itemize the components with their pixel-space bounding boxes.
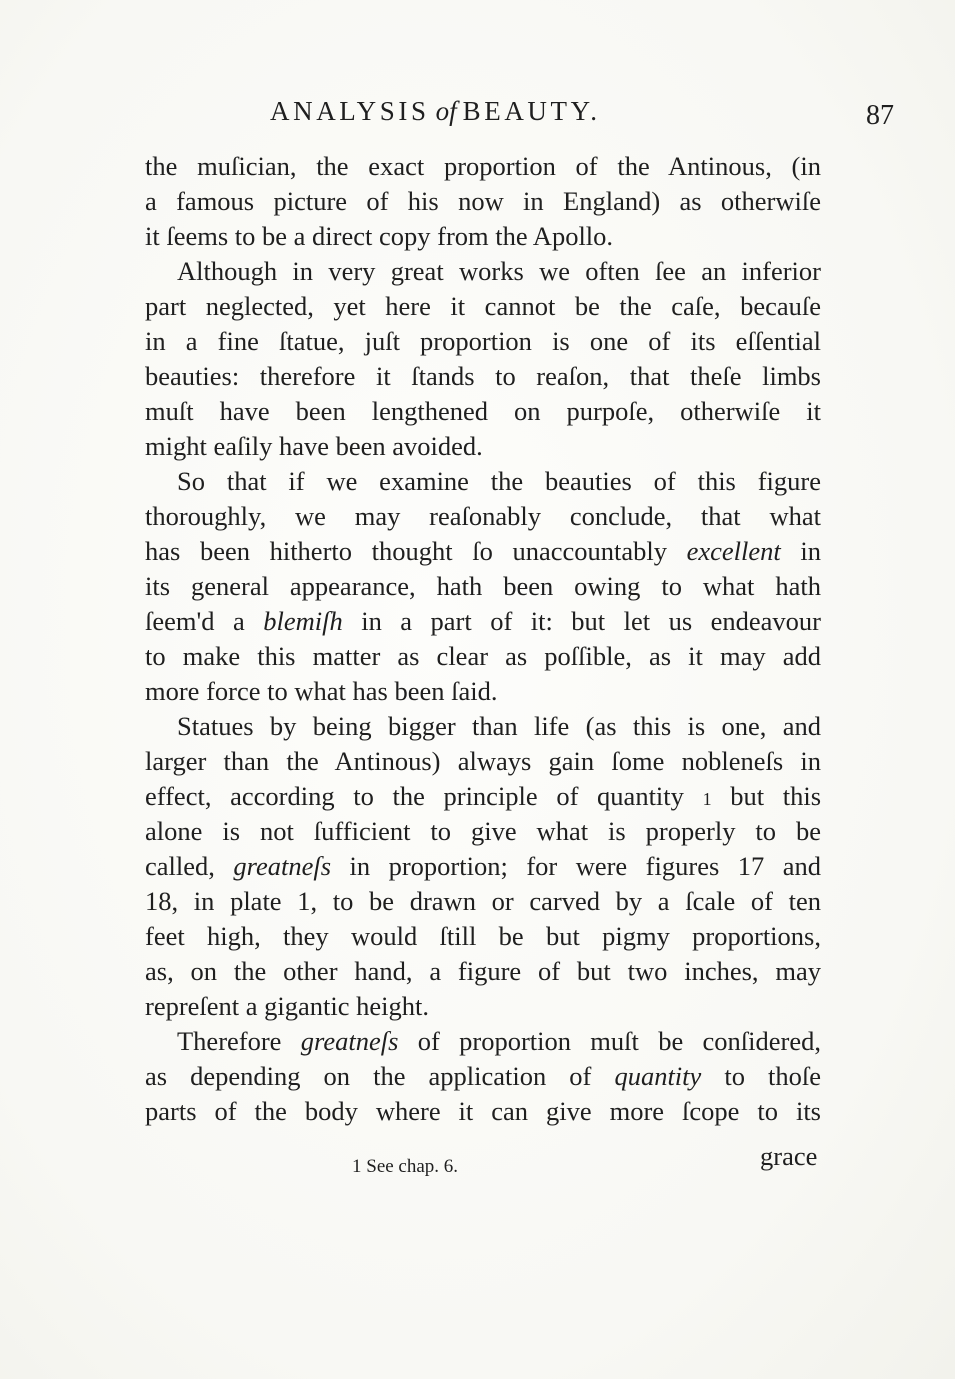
text-line: might eaſily have been avoided.	[145, 431, 483, 461]
text-line: 18, in plate 1, to be drawn or carved by a ſcale of ten	[145, 886, 821, 916]
text-line: as depending on the application of quantity to thoſe	[145, 1061, 821, 1091]
text-line: parts of the body where it can give more ſcope to its	[145, 1096, 821, 1126]
text-line: in a fine ſtatue, juſt proportion is one of its eſſential	[145, 326, 821, 356]
text-line: to make this matter as clear as poſſible, as it may add	[145, 641, 821, 671]
text-line: more force to what has been ſaid.	[145, 676, 498, 706]
italic-word: blemiſh	[263, 606, 343, 636]
paragraph-first-line: So that if we examine the beauties of this figure	[177, 466, 821, 496]
italic-word: greatneſs	[233, 851, 332, 881]
body-text	[145, 149, 821, 1129]
catchword: grace	[760, 1141, 818, 1171]
text-line: part neglected, yet here it cannot be the caſe, becauſe	[145, 291, 821, 321]
text-line: feet high, they would ſtill be but pigmy proportions,	[145, 921, 821, 951]
paragraph-first-line: Therefore greatneſs of proportion muſt be conſidered,	[177, 1026, 821, 1056]
paragraph-first-line: Statues by being bigger than life (as this is one, and	[177, 711, 821, 741]
running-head	[270, 96, 601, 127]
text-line: the muſician, the exact proportion of the Antinous, (in	[145, 151, 821, 181]
text-line: as, on the other hand, a figure of but two inches, may	[145, 956, 821, 986]
text-line: thoroughly, we may reaſonably conclude, that what	[145, 501, 821, 531]
italic-word: excellent	[686, 536, 781, 566]
text-line: alone is not ſufficient to give what is properly to be	[145, 816, 821, 846]
text-line: a famous picture of his now in England) as otherwiſe	[145, 186, 821, 216]
text-line: muſt have been lengthened on purpoſe, otherwiſe it	[145, 396, 821, 426]
text-line: effect, according to the principle of quantity 1 but this	[145, 781, 822, 811]
text-line: called, greatneſs in proportion; for were figures 17 and	[145, 851, 821, 881]
italic-word: greatneſs	[300, 1026, 399, 1056]
running-head-analysis: ANALYSIS	[270, 96, 430, 126]
running-head-of: of	[435, 96, 457, 126]
text-line: beauties: therefore it ſtands to reaſon, that theſe limbs	[145, 361, 821, 391]
italic-word: quantity	[614, 1061, 702, 1091]
text-line: has been hitherto thought ſo unaccountably excellent in	[145, 536, 821, 566]
text-line: it ſeems to be a direct copy from the Apollo.	[145, 221, 614, 251]
page-number: 87	[866, 100, 894, 131]
running-head-beauty: BEAUTY.	[462, 96, 601, 126]
text-line: larger than the Antinous) always gain ſome nobleneſs in	[145, 746, 821, 776]
text-line: repreſent a gigantic height.	[145, 991, 430, 1021]
text-line: its general appearance, hath been owing to what hath	[145, 571, 821, 601]
footnote-marker: 1	[702, 789, 712, 809]
footnote: 1 See chap. 6.	[352, 1156, 459, 1177]
paragraph-first-line: Although in very great works we often ſee an inferior	[177, 256, 821, 286]
text-line: ſeem'd a blemiſh in a part of it: but let us endeavour	[145, 606, 821, 636]
